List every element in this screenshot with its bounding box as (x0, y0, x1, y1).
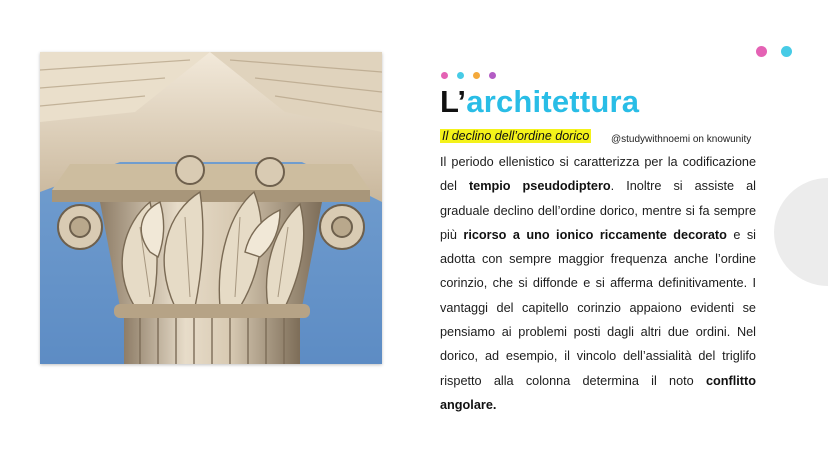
purple-dot-icon (489, 72, 496, 79)
bold-text-run: tempio pseudodiptero (468, 179, 611, 194)
bold-text-run: ricorso a uno ionico riccamente decorato (463, 227, 727, 242)
decorative-dots-top-right (756, 46, 792, 57)
text-run: e si adotta con sempre maggior frequenza anche l’ordine corinzio, che si diffonde e si afferma definitivamente. I vantaggi del capitello corinzio appaiono evidenti se pensiamo ai problemi posti dagli altri due ordini. Nel dorico, ad esempio, il vincolo dell’assialità del triglifo rispetto alla colonna determina il noto (440, 227, 756, 388)
subtitle-highlight: Il declino dell’ordine dorico (442, 129, 590, 143)
text-run: Il periodo ellenistico si caratterizza per la codificazione del (440, 155, 756, 194)
pink-dot-icon (756, 46, 767, 57)
title-main: architettura (466, 84, 640, 119)
bold-text-run: conflitto angolare. (440, 373, 756, 412)
decorative-circle (774, 178, 828, 286)
pink-dot-icon (441, 72, 448, 79)
cyan-dot-icon (781, 46, 792, 57)
text-run: . Inoltre si assiste al graduale declino dell’ordine dorico, mentre si fa sempre più (440, 179, 756, 242)
body-paragraph (440, 150, 756, 417)
page-title (440, 84, 639, 120)
author-handle: @studywithnoemi on knowunity (611, 134, 752, 145)
cyan-dot-icon (457, 72, 464, 79)
orange-dot-icon (473, 72, 480, 79)
decorative-dots-title (441, 72, 496, 79)
corinthian-capital-photo (40, 52, 382, 364)
title-prefix: L’ (440, 84, 467, 119)
